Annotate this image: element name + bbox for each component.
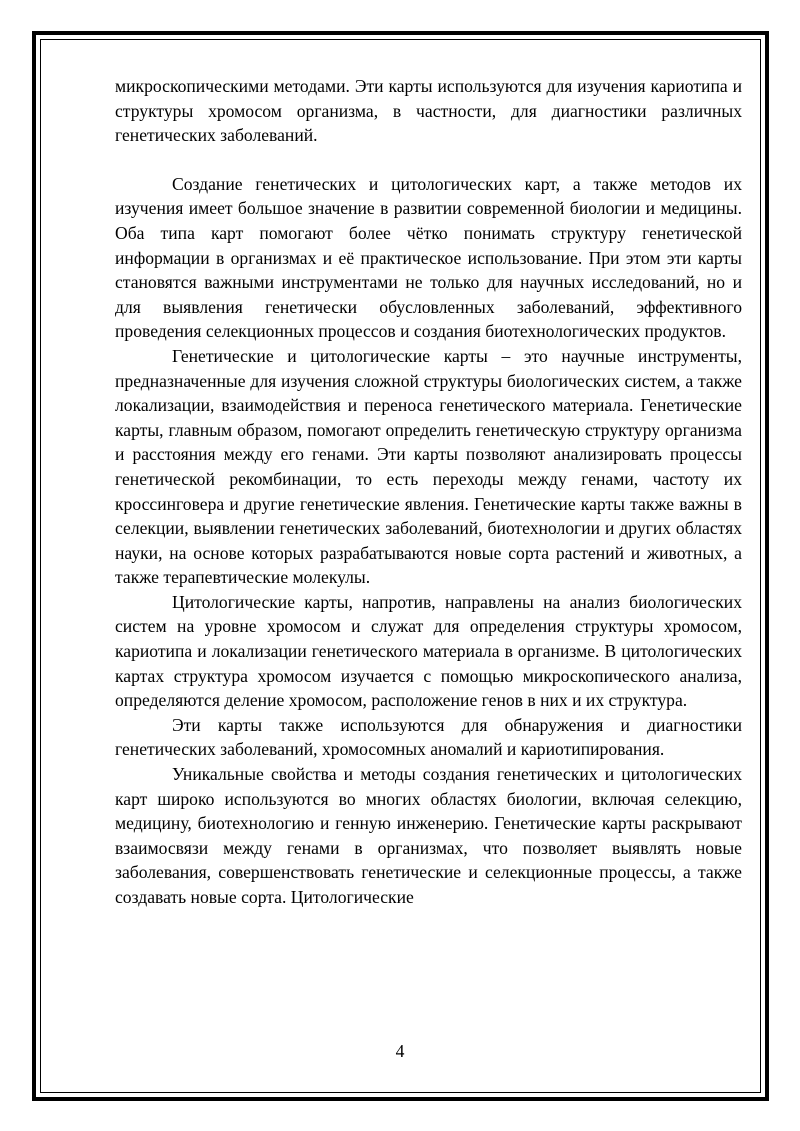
paragraph-continuation: микроскопическими методами. Эти карты используются для изучения кариотипа и структуры хромосом организма, в частности, для диагностики различных генетических заболеваний. [115, 76, 742, 146]
paragraph: Генетические и цитологические карты – это научные инструменты, предназначенные для изучения сложной структуры биологических систем, а также локализации, взаимодействия и переноса генетического материала. Генетические карты, главным образом, помогают определить генетическую структуру организма и расстояния между его генами. Эти карты позволяют анализировать процессы генетической рекомбинации, то есть переходы между генами, частоту их кроссинговера и другие генетические явления. Генетические карты также важны в селекции, выявлении генетических заболеваний, биотехнологии и других областях науки, на основе которых разрабатываются новые сорта растений и животных, а также терапевтические молекулы. [115, 345, 742, 588]
paragraph: Эти карты также используются для обнаружения и диагностики генетических заболеваний, хромосомных аномалий и кариотипирования. [115, 714, 742, 760]
paragraph: Уникальные свойства и методы создания генетических и цитологических карт широко используются во многих областях биологии, включая селекцию, медицину, биотехнологию и генную инженерию. Генетические карты раскрывают взаимосвязи между генами в организмах, что позволяет выявлять новые заболевания, совершенствовать генетические и селекционные процессы, а также создавать новые сорта. Цитологические [115, 764, 742, 907]
paragraph: Создание генетических и цитологических карт, а также методов их изучения имеет большое значение в развитии современной биологии и медицины. Оба типа карт помогают более чётко понимать структуру генетической информации в организмах и её практическое использование. При этом эти карты становятся важными инструментами не только для научных исследований, но и для выявления генетически обусловленных заболеваний, эффективного проведения селекционных процессов и создания биотехнологических продуктов. [115, 173, 742, 342]
body-text [115, 74, 742, 910]
page-number: 4 [395, 1041, 405, 1061]
paragraph: Цитологические карты, напротив, направлены на анализ биологических систем на уровне хромосом и служат для определения структуры хромосом, кариотипа и локализации генетического материала в организме. В цитологических картах структура хромосом изучается с помощью микроскопического анализа, определяются деление хромосом, расположение генов в них и их структура. [115, 591, 742, 711]
